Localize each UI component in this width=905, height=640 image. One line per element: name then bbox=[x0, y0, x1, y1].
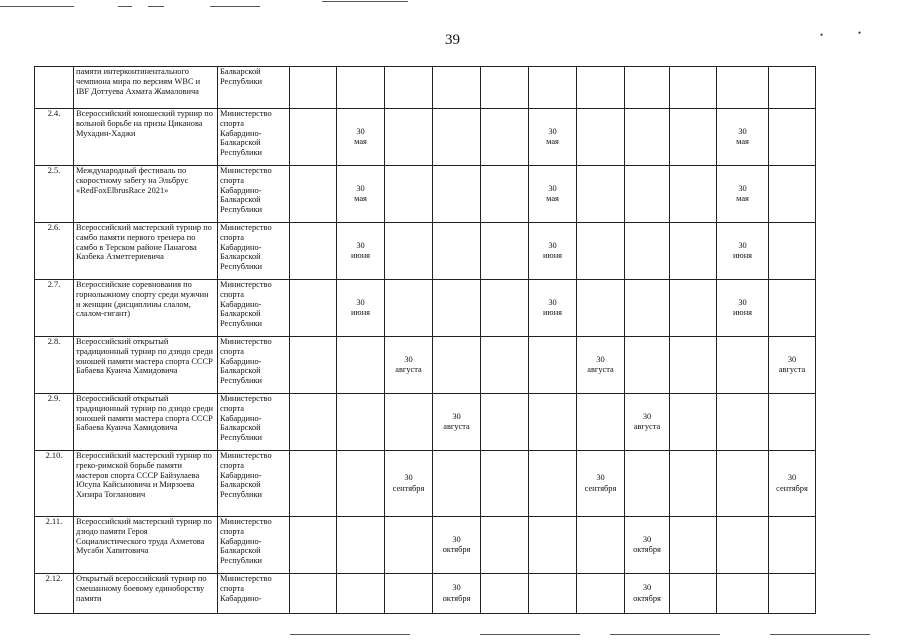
table-row bbox=[35, 67, 816, 109]
empty-cell bbox=[481, 451, 529, 517]
event-name: Всероссийский мастерский турнир по греко-римской борьбе памяти мастеров спорта СССР Байзулаева Юсупа Кайсыновича и Мирзоева Хизира Тогланович bbox=[74, 451, 218, 517]
event-name: Всероссийский юношеский турнир по вольной борьбе на призы Циканова Мухадин-Хаджи bbox=[74, 109, 218, 166]
deadline-day: 30 bbox=[452, 583, 461, 592]
empty-cell bbox=[481, 223, 529, 280]
empty-cell bbox=[670, 109, 717, 166]
deadline-month: мая bbox=[736, 194, 749, 203]
empty-cell bbox=[290, 109, 337, 166]
row-number: 2.5. bbox=[35, 166, 74, 223]
empty-cell bbox=[481, 517, 529, 574]
deadline-date bbox=[717, 223, 769, 280]
deadline-day: 30 bbox=[404, 354, 413, 364]
deadline-month: октября bbox=[442, 545, 471, 554]
deadline-date bbox=[529, 166, 577, 223]
organizer: Министерство спорта Кабардино-Балкарской Республики bbox=[218, 451, 290, 517]
organizer: Министерство спорта Кабардино-Балкарской Республики bbox=[218, 517, 290, 574]
deadline-month: мая bbox=[354, 137, 367, 146]
empty-cell bbox=[769, 280, 816, 337]
deadline-month: августа bbox=[587, 365, 614, 374]
event-name: Открытый всероссийский турнир по смешанному боевому единоборству памяти bbox=[74, 574, 218, 614]
empty-cell bbox=[337, 67, 385, 109]
deadline-day: 30 bbox=[452, 534, 461, 544]
empty-cell bbox=[481, 166, 529, 223]
empty-cell bbox=[670, 451, 717, 517]
deadline-date bbox=[385, 451, 433, 517]
deadline-date bbox=[385, 337, 433, 394]
row-number bbox=[35, 67, 74, 109]
empty-cell bbox=[717, 451, 769, 517]
event-name: памяти интерконтинентального чемпиона мира по версиям WBC и IBF Доттуева Ахмата Жамаловича bbox=[74, 67, 218, 109]
scan-mark: • bbox=[858, 28, 862, 38]
deadline-month: мая bbox=[546, 194, 559, 203]
empty-cell bbox=[337, 451, 385, 517]
empty-cell bbox=[577, 109, 625, 166]
scan-line bbox=[480, 634, 580, 635]
empty-cell bbox=[625, 451, 670, 517]
deadline-month: мая bbox=[354, 194, 367, 203]
deadline-day: 30 bbox=[787, 354, 797, 364]
row-number: 2.12. bbox=[35, 574, 74, 614]
deadline-date bbox=[717, 109, 769, 166]
deadline-day: 30 bbox=[738, 183, 747, 193]
deadline-date bbox=[529, 223, 577, 280]
deadline-date bbox=[337, 280, 385, 337]
empty-cell bbox=[290, 337, 337, 394]
empty-cell bbox=[577, 67, 625, 109]
deadline-day: 30 bbox=[738, 297, 747, 307]
empty-cell bbox=[290, 67, 337, 109]
empty-cell bbox=[625, 280, 670, 337]
table-row bbox=[35, 280, 816, 337]
deadline-month: октября bbox=[633, 593, 661, 603]
empty-cell bbox=[433, 451, 481, 517]
organizer: Министерство спорта Кабардино-Балкарской Республики bbox=[218, 280, 290, 337]
scan-line bbox=[290, 634, 410, 635]
row-number: 2.11. bbox=[35, 517, 74, 574]
row-number: 2.9. bbox=[35, 394, 74, 451]
empty-cell bbox=[670, 223, 717, 280]
empty-cell bbox=[769, 517, 816, 574]
deadline-date bbox=[625, 574, 670, 614]
table-row bbox=[35, 451, 816, 517]
row-number: 2.6. bbox=[35, 223, 74, 280]
deadline-day: 30 bbox=[548, 297, 557, 307]
empty-cell bbox=[529, 67, 577, 109]
schedule-table bbox=[34, 66, 816, 614]
event-name: Всероссийские соревнования по горнолыжному спорту среди мужчин и женщин (дисциплины слалом, слалом-гигант) bbox=[74, 280, 218, 337]
deadline-month: августа bbox=[633, 422, 661, 431]
empty-cell bbox=[670, 337, 717, 394]
empty-cell bbox=[769, 223, 816, 280]
empty-cell bbox=[670, 166, 717, 223]
deadline-date bbox=[769, 337, 816, 394]
empty-cell bbox=[529, 517, 577, 574]
deadline-day: 30 bbox=[356, 126, 365, 136]
deadline-date bbox=[433, 394, 481, 451]
empty-cell bbox=[481, 337, 529, 394]
deadline-month: сентября bbox=[584, 483, 617, 493]
empty-cell bbox=[577, 223, 625, 280]
deadline-month: июня bbox=[732, 251, 753, 260]
deadline-day: 30 bbox=[356, 240, 365, 250]
empty-cell bbox=[625, 67, 670, 109]
empty-cell bbox=[769, 67, 816, 109]
deadline-month: мая bbox=[736, 137, 749, 146]
deadline-day: 30 bbox=[642, 583, 652, 592]
empty-cell bbox=[717, 67, 769, 109]
deadline-month: сентября bbox=[776, 483, 808, 493]
deadline-day: 30 bbox=[738, 126, 747, 136]
deadline-day: 30 bbox=[642, 411, 652, 421]
table-row bbox=[35, 166, 816, 223]
empty-cell bbox=[670, 517, 717, 574]
deadline-date bbox=[717, 280, 769, 337]
empty-cell bbox=[433, 109, 481, 166]
deadline-date bbox=[337, 109, 385, 166]
scan-line bbox=[770, 634, 870, 635]
empty-cell bbox=[577, 517, 625, 574]
empty-cell bbox=[769, 109, 816, 166]
table-row bbox=[35, 109, 816, 166]
empty-cell bbox=[433, 280, 481, 337]
empty-cell bbox=[290, 166, 337, 223]
table-row bbox=[35, 223, 816, 280]
deadline-date bbox=[625, 517, 670, 574]
empty-cell bbox=[385, 67, 433, 109]
deadline-date bbox=[625, 394, 670, 451]
empty-cell bbox=[670, 574, 717, 614]
empty-cell bbox=[433, 67, 481, 109]
empty-cell bbox=[385, 166, 433, 223]
empty-cell bbox=[577, 166, 625, 223]
empty-cell bbox=[625, 166, 670, 223]
table-row bbox=[35, 337, 816, 394]
deadline-date bbox=[577, 451, 625, 517]
row-number: 2.7. bbox=[35, 280, 74, 337]
deadline-day: 30 bbox=[452, 411, 461, 421]
organizer: Министерство спорта Кабардино-Балкарской Республики bbox=[218, 394, 290, 451]
deadline-day: 30 bbox=[787, 473, 797, 482]
empty-cell bbox=[290, 394, 337, 451]
scan-line bbox=[0, 6, 74, 7]
empty-cell bbox=[433, 223, 481, 280]
empty-cell bbox=[717, 337, 769, 394]
empty-cell bbox=[337, 394, 385, 451]
empty-cell bbox=[769, 166, 816, 223]
empty-cell bbox=[577, 574, 625, 614]
empty-cell bbox=[385, 109, 433, 166]
empty-cell bbox=[385, 517, 433, 574]
deadline-day: 30 bbox=[596, 354, 605, 364]
row-number: 2.10. bbox=[35, 451, 74, 517]
empty-cell bbox=[337, 337, 385, 394]
empty-cell bbox=[625, 223, 670, 280]
empty-cell bbox=[529, 451, 577, 517]
deadline-month: октября bbox=[442, 593, 471, 603]
deadline-month: июня bbox=[542, 308, 563, 317]
scan-line bbox=[210, 6, 260, 7]
empty-cell bbox=[290, 451, 337, 517]
empty-cell bbox=[481, 280, 529, 337]
empty-cell bbox=[290, 223, 337, 280]
scan-line bbox=[610, 634, 720, 635]
deadline-day: 30 bbox=[356, 183, 365, 193]
empty-cell bbox=[481, 394, 529, 451]
deadline-month: июня bbox=[542, 251, 563, 260]
scan-line bbox=[118, 6, 132, 7]
empty-cell bbox=[529, 574, 577, 614]
empty-cell bbox=[337, 574, 385, 614]
event-name: Всероссийский открытый традиционный турнир по дзюдо среди юношей памяти мастера спорта СССР Бабаева Куанча Хамидовича bbox=[74, 394, 218, 451]
empty-cell bbox=[385, 280, 433, 337]
deadline-day: 30 bbox=[356, 297, 365, 307]
organizer: Министерство спорта Кабардино- bbox=[218, 574, 290, 614]
empty-cell bbox=[433, 337, 481, 394]
deadline-month: октября bbox=[633, 545, 661, 554]
empty-cell bbox=[670, 67, 717, 109]
deadline-month: июня bbox=[350, 308, 371, 317]
deadline-day: 30 bbox=[596, 473, 605, 482]
empty-cell bbox=[385, 223, 433, 280]
deadline-date bbox=[577, 337, 625, 394]
page-number: 39 bbox=[445, 32, 460, 48]
empty-cell bbox=[717, 517, 769, 574]
table-row bbox=[35, 517, 816, 574]
row-number: 2.8. bbox=[35, 337, 74, 394]
empty-cell bbox=[717, 574, 769, 614]
empty-cell bbox=[670, 394, 717, 451]
empty-cell bbox=[529, 394, 577, 451]
scan-line bbox=[148, 6, 164, 7]
organizer: Министерство спорта Кабардино-Балкарской Республики bbox=[218, 337, 290, 394]
empty-cell bbox=[290, 517, 337, 574]
deadline-date bbox=[433, 574, 481, 614]
deadline-month: августа bbox=[395, 365, 422, 374]
deadline-day: 30 bbox=[548, 126, 557, 136]
scan-line bbox=[322, 1, 408, 2]
event-name: Всероссийский мастерский турнир по дзюдо памяти Героя Социалистического труда Ахметова Мусаби Хапитовича bbox=[74, 517, 218, 574]
deadline-month: августа bbox=[443, 422, 470, 431]
deadline-day: 30 bbox=[548, 240, 557, 250]
deadline-date bbox=[433, 517, 481, 574]
empty-cell bbox=[670, 280, 717, 337]
organizer: Министерство спорта Кабардино-Балкарской Республики bbox=[218, 109, 290, 166]
organizer: Министерство спорта Кабардино-Балкарской Республики bbox=[218, 223, 290, 280]
deadline-month: сентября bbox=[392, 483, 425, 493]
row-number: 2.4. bbox=[35, 109, 74, 166]
deadline-month: июня bbox=[732, 308, 753, 317]
deadline-date bbox=[337, 166, 385, 223]
organizer: Министерство спорта Кабардино-Балкарской Республики bbox=[218, 166, 290, 223]
empty-cell bbox=[577, 280, 625, 337]
deadline-day: 30 bbox=[548, 183, 557, 193]
empty-cell bbox=[481, 574, 529, 614]
empty-cell bbox=[625, 337, 670, 394]
deadline-date bbox=[769, 451, 816, 517]
empty-cell bbox=[290, 280, 337, 337]
empty-cell bbox=[337, 517, 385, 574]
deadline-day: 30 bbox=[642, 534, 652, 544]
empty-cell bbox=[625, 109, 670, 166]
deadline-month: июня bbox=[350, 251, 371, 260]
deadline-month: августа bbox=[778, 365, 806, 374]
empty-cell bbox=[769, 574, 816, 614]
deadline-date bbox=[717, 166, 769, 223]
table-row bbox=[35, 394, 816, 451]
scan-mark: • bbox=[820, 30, 824, 40]
deadline-day: 30 bbox=[404, 473, 413, 482]
deadline-date bbox=[337, 223, 385, 280]
empty-cell bbox=[717, 394, 769, 451]
organizer: Балкарской Республики bbox=[218, 67, 290, 109]
empty-cell bbox=[433, 166, 481, 223]
empty-cell bbox=[481, 109, 529, 166]
event-name: Международный фестиваль по скоростному забегу на Эльбрус «RedFoxElbrusRace 2021» bbox=[74, 166, 218, 223]
deadline-day: 30 bbox=[738, 240, 747, 250]
deadline-date bbox=[529, 109, 577, 166]
event-name: Всероссийский открытый традиционный турнир по дзюдо среди юношей памяти мастера спорта СССР Бабаева Куанча Хамидовича bbox=[74, 337, 218, 394]
table-row bbox=[35, 574, 816, 614]
event-name: Всероссийский мастерский турнир по самбо памяти первого тренера по самбо в Терском районе Панагова Казбека Азметгериевича bbox=[74, 223, 218, 280]
empty-cell bbox=[769, 394, 816, 451]
empty-cell bbox=[385, 394, 433, 451]
empty-cell bbox=[481, 67, 529, 109]
deadline-date bbox=[529, 280, 577, 337]
empty-cell bbox=[385, 574, 433, 614]
empty-cell bbox=[290, 574, 337, 614]
empty-cell bbox=[529, 337, 577, 394]
empty-cell bbox=[577, 394, 625, 451]
deadline-month: мая bbox=[546, 137, 559, 146]
